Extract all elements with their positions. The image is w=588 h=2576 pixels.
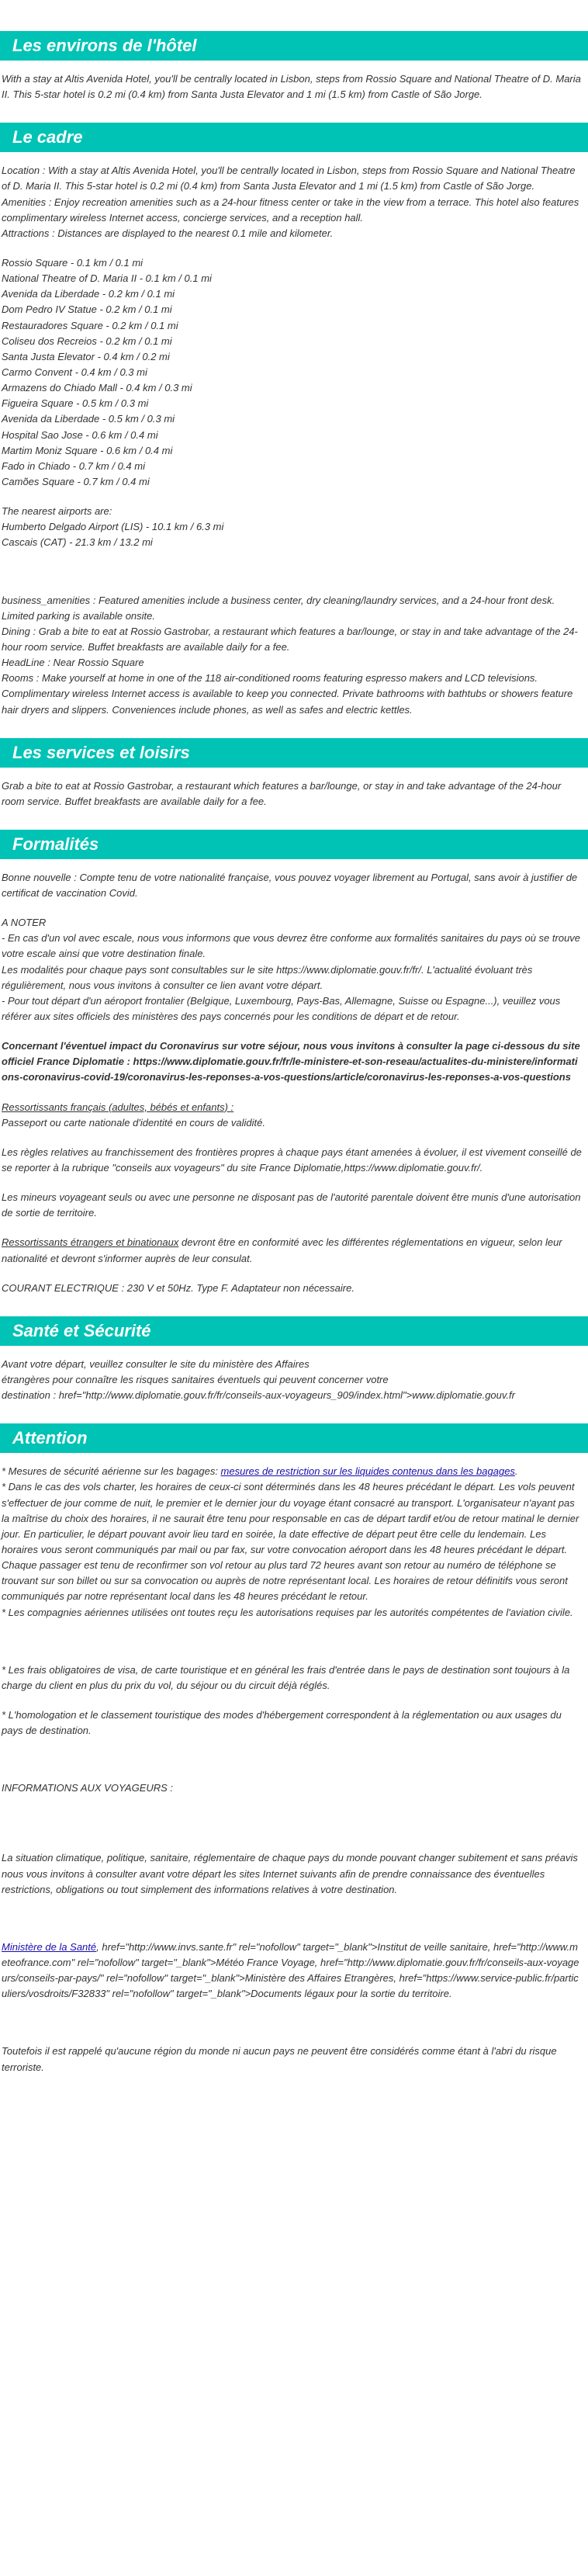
landmark-item: Fado in Chiado - 0.7 km / 0.4 mi	[2, 459, 145, 472]
spacer	[2, 2002, 583, 2044]
cadre-business: business_amenities : Featured amenities include a business center, dry cleaning/laundry services, and a 24-hour front desk. Limited parking is available onsite.	[2, 594, 555, 622]
spacer	[2, 1131, 583, 1145]
landmark-item: Hospital Sao Jose - 0.6 km / 0.4 mi	[2, 428, 158, 441]
note-line: Les modalités pour chaque pays sont consultables sur le site https://www.diplomatie.gouv.fr/fr/. L'actualité évoluant très régulièrement, nous vous invitons à consulter ce lien avant votre départ.	[2, 963, 533, 991]
security-suffix: .	[514, 1465, 518, 1478]
ministry-health-link[interactable]: Ministère de la Santé	[2, 1940, 97, 1953]
landmark-item: Coliseu dos Recreios - 0.2 km / 0.1 mi	[2, 335, 172, 347]
sante-line: destination : href="http://www.diplomatie.gouv.fr/fr/conseils-aux-voyageurs_909/index.html">www.diplomatie.gouv.fr	[2, 1389, 515, 1402]
note-heading: A NOTER	[2, 917, 47, 929]
situation-text: La situation climatique, politique, sanitaire, réglementaire de chaque pays du monde pouvant changer subitement et sans préavis	[2, 1852, 578, 1864]
residents-heading: Ressortissants français (adultes, bébés et enfants) :	[2, 1101, 234, 1113]
security-prefix: * Mesures de sécurité aérienne sur les bagages:	[2, 1465, 221, 1478]
cadre-headline: HeadLine : Near Rossio Square	[2, 657, 144, 669]
sante-line: étrangères pour connaître les risques sanitaires éventuels qui peuvent concerner votre	[2, 1374, 389, 1386]
section-services	[0, 738, 588, 810]
environs-content	[0, 71, 583, 102]
section-attention	[0, 1423, 588, 2075]
section-cadre	[0, 123, 588, 717]
services-text: Grab a bite to eat at Rossio Gastrobar, a restaurant which features a bar/lounge, or stay in and take advantage of the 24-hour room service. Buffet breakfasts are available daily for a fee.	[2, 779, 562, 807]
coronavirus-notice: Concernant l'éventuel impact du Coronavirus sur votre séjour, nous vous invitons à consulter la page ci-dessous du site officiel France Diplomatie : https://www.diplomatie.gouv.fr/fr/le-ministere-et-son-reseau/actualites-du-ministere/informations-coronavirus-covid-19/coronavirus-les-reponses-a-vos-questions/article/coronavirus-les-reponses-a-vos-questions	[2, 1040, 580, 1083]
spacer	[2, 1025, 583, 1038]
spacer	[2, 901, 583, 915]
section-sante	[0, 1316, 588, 1403]
note-line: - Pour tout départ d'un aéroport frontalier (Belgique, Luxembourg, Pays-Bas, Allemagne, Suisse ou Espagne...), veuillez vous référer aux sites officiels des ministères des pays concernés pour les conditions de départ et de retour.	[2, 994, 561, 1023]
cadre-attractions: Attractions : Distances are displayed to the nearest 0.1 mile and kilometer.	[2, 227, 334, 239]
note-line: - En cas d'un vol avec escale, nous vous informons que vous devrez être conforme aux formalités sanitaires du pays où se trouve votre escale ainsi que votre destination finale.	[2, 932, 581, 960]
liquids-restriction-link[interactable]: mesures de restriction sur les liquides contenus dans les bagages	[220, 1465, 515, 1478]
landmark-item: Avenida da Liberdade - 0.5 km / 0.3 mi	[2, 413, 175, 425]
landmark-item: Restauradores Square - 0.2 km / 0.1 mi	[2, 319, 178, 331]
attention-content	[0, 1464, 583, 2075]
environs-text: With a stay at Altis Avenida Hotel, you'll be centrally located in Lisbon, steps from Rossio Square and National Theatre of D. Maria II. This 5-star hotel is 0.2 mi (0.4 km) from Santa Justa Elevator and 1 mi (1.5 km) from Castle of São Jorge.	[2, 73, 581, 101]
homologation: * L'homologation et le classement touristique des modes d'hébergement correspondent à la réglementation ou aux usages du pays de destination.	[2, 1708, 562, 1737]
landmark-item: National Theatre of D. Maria II - 0.1 km / 0.1 mi	[2, 272, 212, 285]
section-title-environs: Les environs de l'hôtel	[0, 31, 588, 61]
landmark-list	[2, 255, 583, 490]
spacer	[2, 1739, 583, 1780]
spacer	[2, 1221, 583, 1235]
spacer	[2, 1796, 583, 1850]
landmark-item: Camões Square - 0.7 km / 0.4 mi	[2, 475, 150, 487]
terror-risk: Toutefois il est rappelé qu'aucune région du monde ni aucun pays ne peuvent être considérés comme étant à l'abri du risque terroriste.	[2, 2045, 557, 2073]
landmark-item: Carmo Convent - 0.4 km / 0.3 mi	[2, 366, 147, 378]
landmark-item: Santa Justa Elevator - 0.4 km / 0.2 mi	[2, 350, 170, 362]
electric-current: COURANT ELECTRIQUE : 230 V et 50Hz. Type F. Adaptateur non nécessaire.	[2, 1281, 355, 1294]
section-title-formalites: Formalités	[0, 830, 588, 859]
sante-line: Avant votre départ, veuillez consulter le site du ministère des Affaires	[2, 1357, 310, 1370]
useful-links	[2, 1940, 583, 2002]
useful-links-text: , href="http://www.invs.sante.fr" rel="nofollow" target="_blank">Institut de veille sanitaire, href="http://www.meteofrance.com" rel="nofollow" target="_blank">Météo France Voyage, href="http://www.diplomatie.gouv.fr/fr/conseils-aux-voyageurs/conseils-par-pays/" rel="nofollow" target="_blank">Ministère des Affaires Etrangères, href="https://www.service-public.fr/particuliers/vosdroits/F32833" rel="nofollow" target="_blank">Documents légaux pour la sortie du territoire.	[2, 1940, 579, 2000]
border-rules: Les règles relatives au franchissement des frontières propres à chaque pays étant amenées à évoluer, il est vivement conseillé de se reporter à la rubrique "conseils aux voyageurs" du site France Diplomatie,https://www.diplomatie.gouv.fr/.	[2, 1146, 582, 1174]
spacer	[2, 241, 583, 255]
cadre-content	[0, 163, 583, 717]
formalites-content	[0, 870, 583, 1296]
foreign-nationals	[2, 1235, 583, 1266]
residents-text: Passeport ou carte nationale d'identité en cours de validité.	[2, 1116, 265, 1129]
minors-rule: Les mineurs voyageant seuls ou avec une personne ne disposant pas de l'autorité parentale doivent être munis d'une autorisation de sortie de territoire.	[2, 1191, 581, 1219]
spacer	[2, 1621, 583, 1662]
cadre-amenities: Amenities : Enjoy recreation amenities such as a 24-hour fitness center or take in the view from a terrace. This hotel also features complimentary wireless Internet access, concierge services, and a reception hall.	[2, 196, 579, 224]
airport-item: Cascais (CAT) - 21.3 km / 13.2 mi	[2, 536, 153, 549]
security-measures	[2, 1464, 583, 1479]
airports-heading: The nearest airports are:	[2, 505, 112, 518]
info-heading: INFORMATIONS AUX VOYAGEURS :	[2, 1782, 174, 1794]
foreign-nationals-heading: Ressortissants étrangers et binationaux	[2, 1236, 179, 1249]
section-environs	[0, 31, 588, 102]
situation-text: nous vous invitons à consulter avant votre départ les sites Internet suivants afin de prendre connaissance des éventuelles restrictions, obligations ou tout simplement des informations relatives à votre destination.	[2, 1867, 545, 1895]
charter-flights: * Dans le cas des vols charter, les horaires de ceux-ci sont déterminés dans les 48 heures précédant le départ. Les vols peuvent s'effectuer de jour comme de nuit, le premier et le dernier jour du voyage étant consacré au transport. L'organisateur n'ayant pas la maîtrise du choix des horaires, il ne saurait être tenu pour responsable en cas de départ tardif et/ou de retour matinal le dernier jour. En particulier, le départ pouvant avoir lieu tard en soirée, la date effective de départ peut être celle du lendemain. Les horaires vous seront communiqués par mail ou par fax, sur votre convocation aéroport dans les 48 heures précédant le départ. Chaque passager est tenu de reconfirmer son vol retour au plus tard 72 heures avant son retour au numéro de téléphone se trouvant sur son billet ou sur sa convocation ou auprès de notre représentant local. Les horaires de retour définitifs vous seront communiqués par notre représentant local dans les 48 heures précédant le retour.	[2, 1481, 579, 1603]
services-content	[0, 778, 583, 810]
spacer	[2, 1086, 583, 1100]
spacer	[2, 1176, 583, 1190]
spacer	[2, 490, 583, 504]
landmark-item: Rossio Square - 0.1 km / 0.1 mi	[2, 256, 144, 269]
cadre-location: Location : With a stay at Altis Avenida Hotel, you'll be centrally located in Lisbon, steps from Rossio Square and National Theatre of D. Maria II. This 5-star hotel is 0.2 mi (0.4 km) from Santa Justa Elevator and 1 mi (1.5 km) from Castle of São Jorge.	[2, 165, 576, 192]
airport-item: Humberto Delgado Airport (LIS) - 10.1 km / 6.3 mi	[2, 521, 224, 533]
spacer	[2, 1694, 583, 1708]
cadre-dining: Dining : Grab a bite to eat at Rossio Gastrobar, a restaurant which features a bar/lounge, or stay in and take advantage of the 24-hour room service. Buffet breakfasts are available daily for a fee.	[2, 625, 578, 653]
section-title-cadre: Le cadre	[0, 123, 588, 152]
section-title-sante: Santé et Sécurité	[0, 1316, 588, 1346]
landmark-item: Dom Pedro IV Statue - 0.2 km / 0.1 mi	[2, 303, 172, 316]
landmark-item: Martim Moniz Square - 0.6 km / 0.4 mi	[2, 444, 173, 456]
section-formalites	[0, 830, 588, 1296]
landmark-item: Figueira Square - 0.5 km / 0.3 mi	[2, 397, 149, 410]
landmark-item: Avenida da Liberdade - 0.2 km / 0.1 mi	[2, 288, 175, 300]
foreign-nationals-text: devront être en conformité avec les différentes réglementations en vigueur, selon leur nationalité et devront s'informer auprès de leur consulat.	[2, 1236, 562, 1264]
landmark-item: Armazens do Chiado Mall - 0.4 km / 0.3 mi	[2, 382, 192, 394]
sante-content	[0, 1357, 583, 1403]
section-title-services: Les services et loisirs	[0, 738, 588, 768]
formalites-intro: Bonne nouvelle : Compte tenu de votre nationalité française, vous pouvez voyager librement au Portugal, sans avoir à justifier de certificat de vaccination Covid.	[2, 871, 578, 900]
section-title-attention: Attention	[0, 1423, 588, 1453]
mandatory-fees: * Les frais obligatoires de visa, de carte touristique et en général les frais d'entrée dans le pays de destination sont toujours à la charge du client en plus du prix du vol, du séjour ou du circuit déjà réglés.	[2, 1663, 570, 1691]
cadre-rooms: Rooms : Make yourself at home in one of the 118 air-conditioned rooms featuring espresso makers and LCD televisions. Complimentary wireless Internet access is available to keep you connected. Private bathrooms with bathtubs or showers feature hair dryers and slippers. Conveniences include phones, as well as safes and electric kettles.	[2, 672, 573, 716]
spacer	[2, 1898, 583, 1940]
spacer	[2, 1267, 583, 1281]
spacer	[2, 551, 583, 593]
airline-authorisations: * Les compagnies aériennes utilisées ont toutes reçu les autorisations requises par les autorités compétentes de l'aviation civile.	[2, 1606, 573, 1618]
